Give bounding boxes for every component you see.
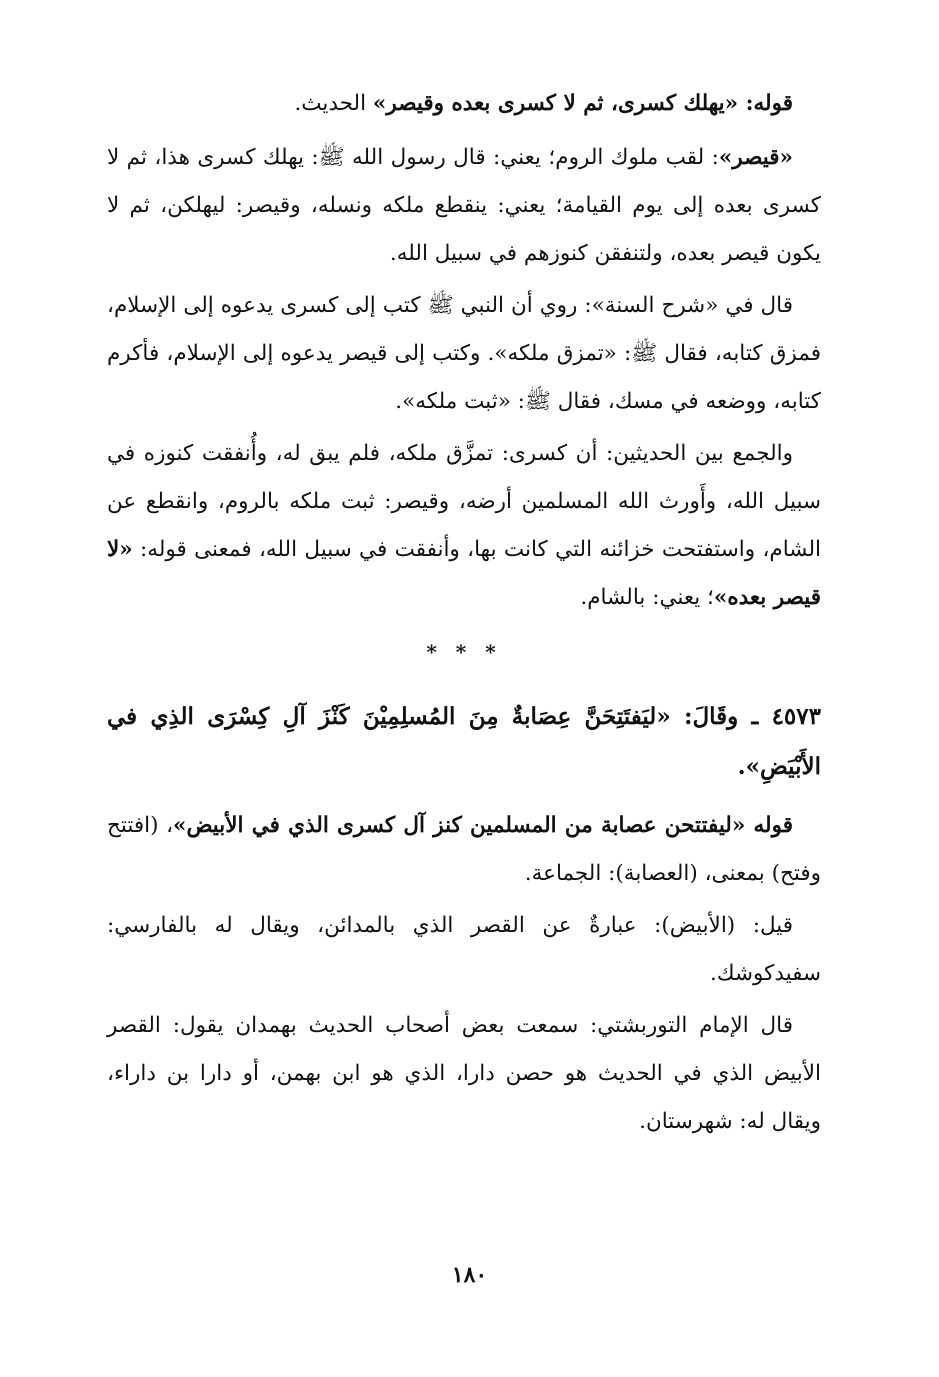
section-separator: * * * [426,640,502,664]
quote-heading-2: قوله «ليفتتحن عصابة من المسلمين كنز آل كسرى الذي في الأبيض» [173,813,793,838]
paragraph-4 [107,430,821,622]
paragraph-5-text: ، (افتتح وفتح) بمعنى، (العصابة): الجماعة. [107,813,821,886]
paragraph-6: قيل: (الأبيض): عبارةٌ عن القصر الذي بالمدائن، ويقال له بالفارسي: سفيدكوشك. [107,913,821,986]
paragraph-1-text: الحديث. [294,91,373,116]
paragraph-1 [107,80,821,128]
quote-la-qaysar: «لا قيصر بعده» [107,537,821,610]
term-qaysar: «قيصر» [718,145,793,170]
paragraph-5 [107,802,821,898]
page-number: ١٨٠ [451,1262,488,1288]
page-body [107,80,821,1150]
quote-heading-1: قوله: «يهلك كسرى، ثم لا كسرى بعده وقيصر» [372,91,793,116]
paragraph-4-text: والجمع بين الحديثين: أن كسرى: تمزَّق ملكه، فلم يبق له، وأُنفقت كنوزه في سبيل الله، وأَورث الله المسلمين أرضه، وقيصر: ثبت ملكه بالروم، وانقطع عن الشام، واستفتحت خزائنه التي كانت بها، وأنفقت في سبيل الله، فمعنى قوله: [107,441,821,562]
paragraph-4-end: ؛ يعني: بالشام. [580,585,714,610]
paragraph-2-text: : لقب ملوك الروم؛ يعني: قال رسول الله ﷺ: يهلك كسرى هذا، ثم لا كسرى بعده إلى يوم القيامة؛ يعني: ينقطع ملكه ونسله، وقيصر: ليهلكن، ثم لا يكون قيصر بعده، ولتنفقن كنوزهم في سبيل الله. [107,145,821,266]
paragraph-2 [107,134,821,278]
paragraph-7: قال الإمام التوربشتي: سمعت بعض أصحاب الحديث بهمدان يقول: القصر الأبيض الذي في الحديث هو حصن دارا، الذي هو ابن بهمن، أو دارا بن داراء، ويقال له: شهرستان. [107,1013,821,1134]
hadith-text: ٤٥٧٣ ـ وقَالَ: «ليَفتَتِحَنَّ عِصَابةٌ مِنَ المُسلِمِيْنَ كَنْزَ آلِ كِسْرَى الذِي في الأَبْيَضِ». [107,703,821,780]
paragraph-3: قال في «شرح السنة»: روي أن النبي ﷺ كتب إلى كسرى يدعوه إلى الإسلام، فمزق كتابه، فقال ﷺ: «تمزق ملكه». وكتب إلى قيصر يدعوه إلى الإسلام، فأكرم كتابه، ووضعه في مسك، فقال ﷺ: «ثبت ملكه». [107,293,821,414]
